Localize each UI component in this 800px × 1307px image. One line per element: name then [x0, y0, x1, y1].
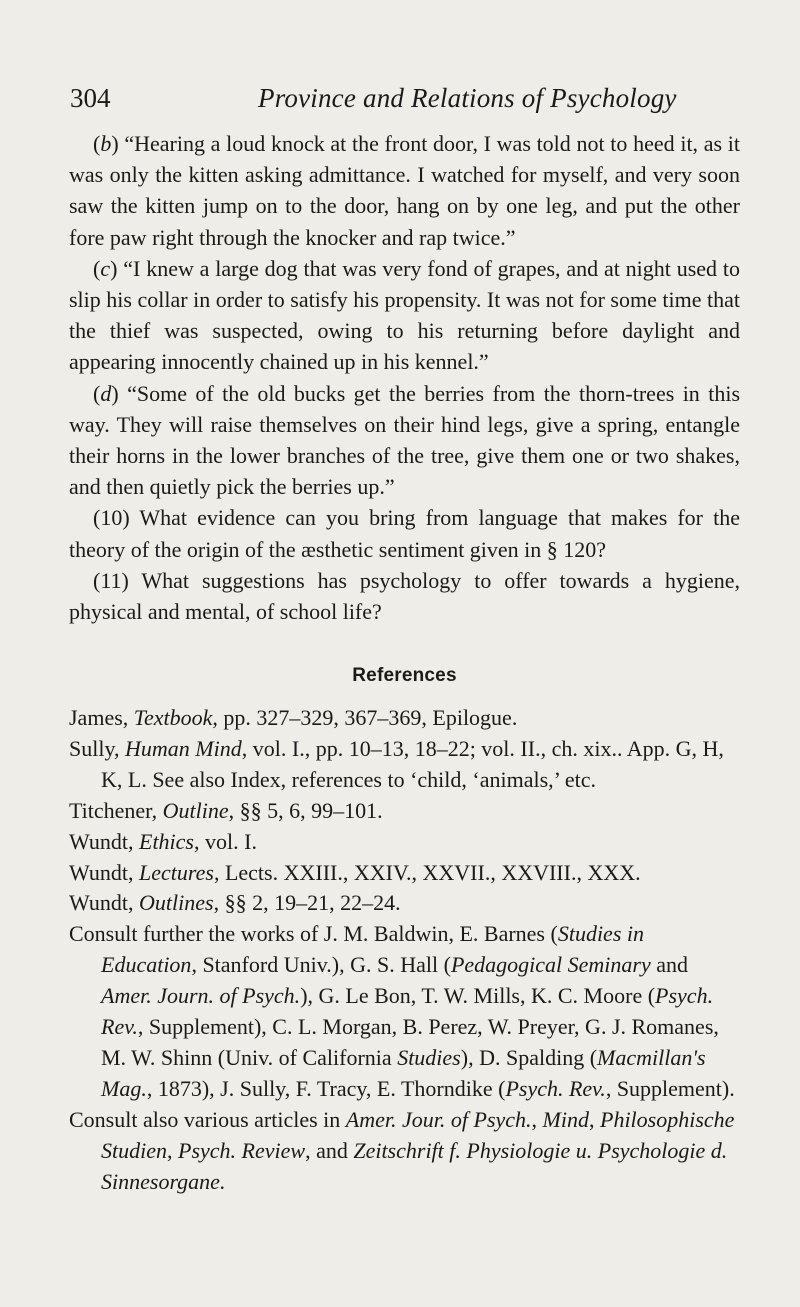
question-number: (11) — [93, 567, 129, 593]
reference-title-italic: Ethics — [139, 828, 194, 854]
running-head — [70, 78, 750, 118]
paragraph-text: “Hearing a loud knock at the front door, I was told not to heed it, as it was only the kitten asking admittance. I watched for myself, and very soon saw the kitten jump on to the door, hang on by one leg, and put the other fore paw right through the knocker and rap twice.” — [69, 131, 740, 250]
reference-title-italic: Psych. Rev. — [505, 1075, 606, 1101]
reference-text: , and — [305, 1137, 354, 1163]
reference-entry — [69, 888, 740, 919]
reference-text: , §§ 2, 19–21, 22–24. — [213, 890, 401, 916]
reference-entry — [69, 919, 740, 1104]
reference-title-italic: Mind — [542, 1106, 589, 1132]
reference-text: , Supplement). — [605, 1075, 735, 1101]
reference-title-italic: Lectures — [139, 859, 214, 885]
reference-title-italic: Pedagogical Seminary — [450, 952, 651, 978]
reference-entry — [69, 703, 740, 734]
reference-text: ), D. Spalding ( — [460, 1044, 598, 1070]
reference-title-italic: Psych. Review — [178, 1137, 306, 1163]
reference-title-italic: Amer. Jour. of Psych. — [345, 1106, 532, 1132]
paragraph-marker: (d) — [93, 380, 119, 406]
reference-text: ), G. Le Bon, T. W. Mills, K. C. Moore ( — [300, 983, 656, 1009]
reference-title-italic: Psych. Rev. — [101, 983, 714, 1040]
question-11 — [69, 565, 740, 627]
question-text: What evidence can you bring from language that makes for the theory of the origin of the æsthetic sentiment given in § 120? — [69, 505, 740, 562]
reference-title-italic: Outlines — [139, 890, 214, 916]
paragraph-text: “Some of the old bucks get the berries from the thorn-trees in this way. They will raise themselves on their hind legs, give a spring, entangle their horns in the lower branches of the tree, give them one or two shakes, and then quietly pick the berries up.” — [69, 380, 741, 500]
reference-title-italic: Textbook — [133, 705, 213, 730]
reference-text: and — [650, 952, 688, 978]
reference-text: , — [531, 1106, 543, 1132]
question-text: What suggestions has psychology to offer towards a hygiene, physical and mental, of school life? — [69, 567, 740, 625]
paragraph-d — [69, 378, 740, 503]
reference-text: Wundt, — [69, 859, 139, 885]
reference-text: , vol. I. — [194, 828, 257, 854]
reference-entry — [69, 796, 740, 827]
reference-text: , Stanford Univ.), G. S. Hall ( — [191, 952, 451, 978]
reference-text: , 1873), J. Sully, F. Tracy, E. Thorndike ( — [146, 1075, 506, 1101]
reference-title-italic: Studies in Education — [101, 921, 644, 978]
reference-title-italic: Zeitschrift f. Physiologie u. Psychologie d. Sinnesorgane. — [101, 1137, 728, 1194]
page-number: 304 — [70, 83, 111, 113]
reference-text: , — [589, 1106, 600, 1132]
reference-text: , Supplement), C. L. Morgan, B. Perez, W. Preyer, G. J. Romanes, M. W. Shinn (Univ. of California — [101, 1014, 719, 1070]
reference-title-italic: Human Mind — [125, 735, 242, 761]
paragraph-c — [69, 253, 740, 378]
reference-text: , Lects. XXIII., XXIV., XXVII., XXVIII., XXX. — [213, 859, 641, 885]
references-heading: References — [352, 665, 457, 686]
reference-title-italic: Outline — [162, 797, 229, 823]
reference-text: , — [167, 1137, 178, 1163]
body-text — [69, 128, 740, 627]
reference-entry — [69, 827, 740, 858]
reference-title-italic: Studies — [397, 1044, 461, 1070]
question-10 — [69, 502, 740, 564]
reference-entry — [69, 1105, 740, 1198]
reference-text: , §§ 5, 6, 99–101. — [228, 797, 383, 823]
question-number: (10) — [93, 505, 130, 531]
paragraph-marker: (c) — [93, 255, 118, 281]
reference-text: Sully, — [69, 735, 126, 761]
reference-entry — [69, 858, 740, 889]
reference-title-italic: Macmillan's Mag. — [101, 1044, 706, 1101]
reference-text: Consult further the works of J. M. Baldwin, E. Barnes ( — [69, 921, 558, 947]
paragraph-b — [69, 128, 740, 253]
reference-title-italic: Amer. Journ. of Psych. — [101, 983, 301, 1009]
reference-text: Titchener, — [69, 797, 163, 823]
reference-text: Consult also various articles in — [69, 1106, 346, 1132]
references-list — [69, 703, 740, 1198]
reference-text: , pp. 327–329, 367–369, Epilogue. — [212, 705, 518, 730]
paragraph-marker: (b) — [93, 131, 119, 156]
running-title: Province and Relations of Psychology — [258, 83, 677, 113]
reference-text: James, — [69, 705, 134, 730]
reference-text: Wundt, — [69, 890, 139, 916]
reference-text: Wundt, — [69, 828, 139, 854]
paragraph-text: “I knew a large dog that was very fond of grapes, and at night used to slip his collar in order to satisfy his propensity. It was not for some time that the thief was suspected, owing to his returning before daylight and appearing innocently chained up in his kennel.” — [69, 255, 741, 375]
reference-entry — [69, 734, 740, 796]
reference-text: , vol. I., pp. 10–13, 18–22; vol. II., ch. xix.. App. G, H, K, L. See also Index, references to ‘child, ‘animals,’ etc. — [101, 735, 724, 792]
reference-title-italic: Philosophische Studien — [101, 1106, 735, 1163]
